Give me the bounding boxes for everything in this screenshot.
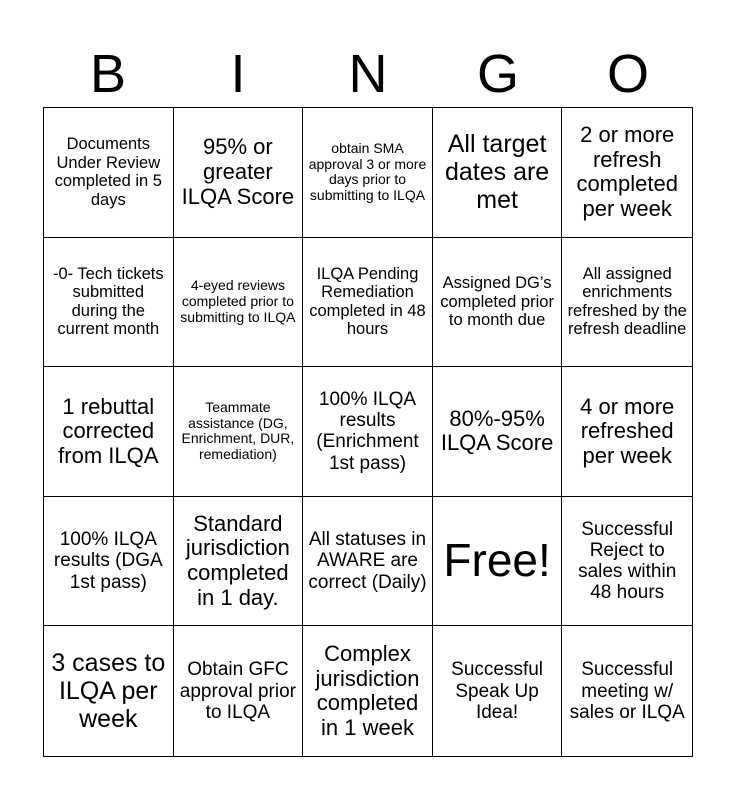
bingo-cell[interactable] (433, 367, 563, 497)
bingo-cell[interactable] (44, 497, 174, 627)
bingo-cell[interactable] (174, 497, 304, 627)
free-space-cell[interactable] (433, 497, 563, 627)
bingo-cell[interactable] (174, 367, 304, 497)
cell-text: 100% ILQA results (DGA 1st pass) (53, 529, 163, 593)
cell-text: All target dates are met (444, 130, 550, 215)
bingo-header (43, 40, 693, 108)
cell-text: Teammate assistance (DG, Enrichment, DUR, remediation) (181, 399, 295, 463)
cell-text: 4-eyed reviews completed prior to submitting to ILQA (180, 277, 296, 325)
bingo-cell[interactable] (303, 497, 433, 627)
bingo-cell[interactable] (433, 626, 563, 756)
bingo-cell[interactable] (44, 238, 174, 368)
cell-text: Obtain GFC approval prior to ILQA (179, 659, 296, 723)
bingo-cell[interactable] (433, 108, 563, 238)
bingo-cell[interactable] (303, 108, 433, 238)
bingo-cell[interactable] (44, 626, 174, 756)
cell-text: Complex jurisdiction completed in 1 week (315, 640, 420, 740)
header-letter-o: O (606, 44, 649, 104)
cell-text: -0- Tech tickets submitted during the current month (52, 264, 164, 339)
bingo-grid (43, 107, 693, 757)
cell-text: All statuses in AWARE are correct (Daily) (308, 529, 427, 593)
cell-text: 100% ILQA results (Enrichment 1st pass) (316, 388, 419, 474)
cell-text: 3 cases to ILQA per week (51, 649, 166, 734)
bingo-cell[interactable] (174, 626, 304, 756)
bingo-cell[interactable] (562, 497, 692, 627)
bingo-cell[interactable] (44, 108, 174, 238)
header-letter-n: N (348, 44, 388, 104)
cell-text: ILQA Pending Remediation completed in 48 hours (309, 264, 426, 339)
bingo-cell[interactable] (174, 238, 304, 368)
header-letter-i: I (230, 44, 246, 104)
cell-text: Successful Speak Up Idea! (451, 659, 544, 723)
bingo-cell[interactable] (562, 108, 692, 238)
cell-text: 1 rebuttal corrected from ILQA (58, 393, 159, 468)
bingo-cell[interactable] (303, 626, 433, 756)
bingo-cell[interactable] (562, 238, 692, 368)
cell-text: Successful meeting w/ sales or ILQA (569, 659, 685, 723)
free-space-text: Free! (443, 534, 551, 587)
cell-text: 95% or greater ILQA Score (181, 134, 295, 209)
bingo-cell[interactable] (562, 367, 692, 497)
bingo-cell[interactable] (433, 238, 563, 368)
header-letter-g: G (476, 44, 519, 104)
cell-text: Documents Under Review completed in 5 days (54, 135, 162, 209)
bingo-cell[interactable] (303, 367, 433, 497)
cell-text: 2 or more refresh completed per week (576, 122, 678, 221)
bingo-cell[interactable] (44, 367, 174, 497)
cell-text: 4 or more refreshed per week (580, 393, 675, 468)
bingo-cell[interactable] (174, 108, 304, 238)
header-letter-b: B (89, 44, 127, 104)
cell-text: 80%-95% ILQA Score (440, 405, 554, 456)
cell-text: Assigned DG’s completed prior to month due (440, 274, 554, 330)
bingo-cell[interactable] (303, 238, 433, 368)
cell-text: Standard jurisdiction completed in 1 day. (185, 510, 290, 610)
cell-text: obtain SMA approval 3 or more days prior to submitting to ILQA (308, 139, 427, 203)
cell-text: Successful Reject to sales within 48 hours (578, 518, 677, 604)
cell-text: All assigned enrichments refreshed by the refresh deadline (567, 264, 687, 339)
bingo-cell[interactable] (562, 626, 692, 756)
